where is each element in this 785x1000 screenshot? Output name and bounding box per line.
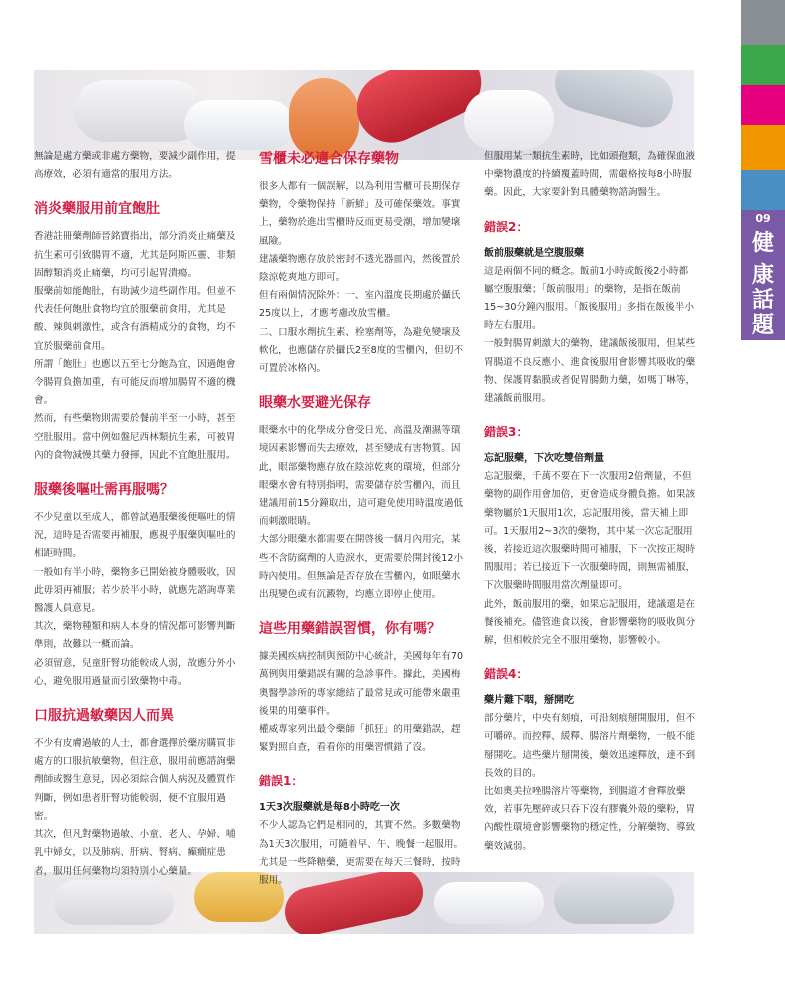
heading-fridge-storage: 雪櫃未必適合保存藥物 — [259, 151, 399, 167]
heading-eye-drops: 眼藥水要避光保存 — [259, 395, 371, 412]
section-title-char: 健 — [751, 230, 774, 256]
error-2-label: 錯誤2： — [484, 219, 529, 234]
body-paragraph: 一般如有半小時，藥物多已開始被身體吸收，因此毋須再補服；若少於半小時，就應先諮詢專業醫護人員意見。 — [34, 566, 236, 615]
body-paragraph: 權威專家列出最令藥師「抓狂」的用藥錯誤，趕緊對照自查，看看你的用藥習慣錯了沒。 — [259, 724, 461, 754]
section-title-char: 題 — [751, 312, 774, 338]
body-paragraph: 但有兩個情況除外：一、室內溫度長期處於攝氏25度以上，才應考慮改放雪櫃。 — [259, 290, 461, 320]
sidebar-color-band — [741, 0, 785, 45]
body-paragraph: 眼藥水中的化學成分會受日光、高溫及潮濕等環境因素影響而失去療效，甚至變成有害物質。因此，眼部藥物應存放在陰涼乾爽的環境，但部分眼藥水會有特別指明，需要儲存於雪櫃內，而且建議用前15分鐘取出，這可避免使用時溫度過低而刺激眼睛。 — [259, 425, 464, 528]
body-paragraph: 其次，但凡對藥物過敏、小童、老人、孕婦、哺乳中婦女，以及肺病、肝病、腎病、癲癇症患者，服用任何藥物均須特別小心藥量。 — [34, 829, 236, 877]
body-paragraph: 部分藥片，中央有刻痕，可沿刻痕掰開服用，但不可嚼碎。而控釋、緩釋、腸溶片劑藥物，一般不能掰開吃。這些藥片掰開後，藥效迅速釋放，達不到長效的目的。 — [484, 713, 696, 779]
error-2-subtitle: 飯前服藥就是空腹服藥 — [484, 247, 584, 259]
body-paragraph: 然而，有些藥物則需要於餐前半至一小時，甚至空肚服用。當中例如盤尼西林類抗生素，可被胃內的食物減慢其藥力發揮，因此不宜飽肚服用。 — [34, 413, 236, 461]
body-paragraph: 服藥前如能飽肚，有助減少這些副作用。但並不代表任何飽肚食物均宜於服藥前食用，尤其是酸、辣與刺激性，或含有酒精成分的食物，均不宜於服藥前食用。 — [34, 286, 236, 352]
body-paragraph: 不少兒童以至成人，都曾試過服藥後便嘔吐的情況，這時是否需要再補服，應視乎服藥與嘔吐的相距時間。 — [34, 512, 236, 560]
body-paragraph: 據美國疾病控制與預防中心統計，美國每年有70萬例與用藥錯誤有關的急診事件。據此，美國梅奧醫學診所的專家總結了最常見或可能帶來嚴重後果的用藥事件。 — [259, 651, 464, 717]
error-1-subtitle: 1天3次服藥就是每8小時吃一次 — [259, 802, 400, 814]
column-3 — [484, 148, 696, 856]
body-paragraph: 建議藥物應存放於密封不透光器皿內，然後置於陰涼乾爽地方即可。 — [259, 253, 461, 284]
column-1 — [34, 148, 245, 881]
body-paragraph: 很多人都有一個誤解，以為利用雪櫃可長期保存藥物，令藥物保持「新鮮」及可確保藥效。事實上，藥物於進出雪櫃時反而更易受潮，增加變壞風險。 — [259, 181, 461, 247]
heading-anti-inflammatory: 消炎藥服用前宜飽肚 — [34, 201, 160, 218]
sidebar-color-band — [741, 45, 785, 85]
top-banner-image — [34, 70, 694, 160]
body-paragraph: 一般對腸胃刺激大的藥物，建議飯後服用，但某些胃腸道不良反應小、進食後服用會影響其吸收的藥物、保護胃黏膜或者促胃腸動力藥，如嗎丁啉等，建議飯前服用。 — [484, 338, 696, 405]
body-paragraph: 但服用某一類抗生素時，比如頭孢類，為確保血液中藥物濃度的持續覆蓋時間，需嚴格按每8小時服藥。因此，大家要針對具體藥物諮詢醫生。 — [484, 151, 696, 199]
body-paragraph: 二、口服水劑抗生素、栓塞劑等，為避免變壞及軟化，也應儲存於攝氏2至8度的雪櫃內，但切不可置於冰格內。 — [259, 326, 464, 375]
intro-paragraph: 無論是處方藥或非處方藥物，要減少副作用，提高療效，必須有適當的服用方法。 — [34, 151, 236, 181]
body-paragraph: 所謂「飽肚」也應以五至七分飽為宜，因過飽會令腸胃負擔加重，有可能反而增加腸胃不適的機會。 — [34, 358, 236, 407]
heading-medication-errors: 這些用藥錯誤習慣，你有嗎？ — [259, 621, 441, 638]
section-title-char: 康 — [751, 262, 774, 288]
body-paragraph: 比如奧美拉唑腸溶片等藥物，到腸道才會釋放藥效，若事先壓碎或只吞下沒有膠囊外殼的藥粉，胃內酸性環境會影響藥物的穩定性，分解藥物、導致藥效減弱。 — [484, 786, 696, 852]
body-paragraph: 忘記服藥，千萬不要在下一次服用2倍劑量，不但藥物的副作用會加倍，更會造成身體負擔。如果該藥物屬於1天服用1次，忘記服用後，當天補上即可。1天服用2~3次的藥物，其中某一次忘記服用後，若接近這次服藥時間可補服，下一次按正規時間服用；若已接近下一次服藥時間，則無需補服，下次服藥時間服用當次劑量即可。 — [484, 471, 696, 592]
heading-antiallergy: 口服抗過敏藥因人而異 — [34, 708, 174, 725]
body-paragraph: 不少有皮膚過敏的人士，都會選擇於藥房購買非處方的口服抗敏藥物，但注意，服用前應諮詢藥劑師或醫生意見，因必須綜合個人病況及體質作判斷，例如患者肝腎功能較弱，便不宜服用過密。 — [34, 738, 236, 822]
error-3-label: 錯誤3： — [484, 425, 529, 440]
error-4-label: 錯誤4： — [484, 667, 529, 682]
body-paragraph: 這是兩個不同的概念。飯前1小時或飯後2小時都屬空腹服藥；「飯前服用」的藥物，是指在飯前15~30分鐘內服用。「飯後服用」多指在飯後半小時左右服用。 — [484, 265, 694, 332]
sidebar-color-band — [741, 170, 785, 210]
sidebar-color-band — [741, 85, 785, 125]
body-paragraph: 此外，飯前服用的藥，如果忘記服用，建議還是在餐後補充。儘管進食以後，會影響藥物的吸收與分解，但相較於完全不服用藥物，影響較小。 — [484, 598, 696, 647]
body-paragraph: 必須留意，兒童肝腎功能較成人弱，故應分外小心，避免服用過量而引致藥物中毒。 — [34, 657, 236, 687]
body-paragraph: 香港註冊藥劑師晉銘寶指出，部分消炎止痛藥及抗生素可引致腸胃不適，尤其是阿斯匹靈、非類固醇類消炎止痛藥，均可引起胃潰瘍。 — [34, 231, 236, 279]
error-4-subtitle: 藥片難下咽，掰開吃 — [484, 695, 574, 707]
body-paragraph: 不少人認為它們是相同的，其實不然。多數藥物為1天3次服用，可隨着早、午、晚餐一起服用。尤其是一些降糖藥，更需要在每天三餐時，按時服用。 — [259, 820, 464, 887]
body-paragraph: 大部分眼藥水都需要在開啓後一個月內用完，某些不含防腐劑的人造淚水，更需要於開封後12小時內使用。但無論是否存放在雪櫃內，如眼藥水出現變色或有沉澱物，均應立即停止使用。 — [259, 534, 464, 601]
column-2 — [259, 148, 470, 890]
sidebar-color-band — [741, 125, 785, 170]
error-3-subtitle: 忘記服藥，下次吃雙倍劑量 — [484, 453, 604, 465]
section-title-char: 話 — [751, 287, 774, 313]
body-paragraph: 其次，藥物種類和病人本身的情況都可影響判斷準則，故難以一概而論。 — [34, 621, 236, 651]
heading-vomiting: 服藥後嘔吐需再服嗎？ — [34, 482, 174, 499]
page-number: 09 — [755, 212, 771, 225]
error-1-label: 錯誤1： — [259, 774, 304, 789]
section-sidebar — [741, 0, 785, 1000]
